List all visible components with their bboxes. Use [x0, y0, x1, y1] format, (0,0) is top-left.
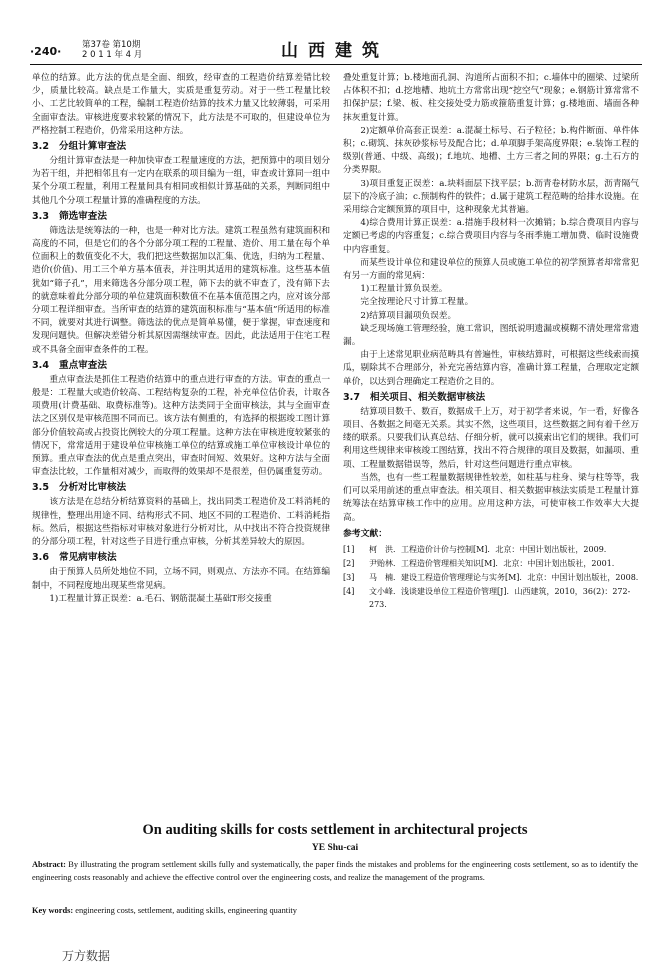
- paragraph: 分组计算审查法是一种加快审查工程量速度的方法，把预算中的项目划分为若干组，并把相邻且有一定内在联系的项目编为一组，审查或计算同一组中某个分项工程量，利用工程量间具有相同或相似计算基础的关系，判断同组中其他几个分项工程量计算的准确程度的方法。: [32, 156, 330, 206]
- paragraph: 由于预算人员所处地位不同，立场不同，则观点、方法亦不同。在结算编制中，不同程度地出现某些常见病。: [32, 567, 330, 591]
- paragraph: 由于上述常见职业病范畴具有普遍性，审核结算时，可根据这些线索而摸瓜，剔除其不合理部分，补充完善结算内容，准确计算工程量，合理取定定额单价，以达到合理确定工程造价之目的。: [343, 350, 639, 387]
- list-item: 1)工程量计算负误差。: [360, 284, 448, 295]
- volume-line: 第37卷 第10期: [82, 40, 141, 50]
- keywords-text: engineering costs, settlement, auditing skills, engineering quantity: [75, 906, 297, 915]
- section-heading: 3.2 分组计算审查法: [32, 141, 127, 153]
- english-abstract: [32, 858, 638, 884]
- paragraph: 叠处重复计算；b.楼地面孔洞、沟道所占面积不扣；c.墙体中的圈梁、过梁所占体积不扣；d.挖地槽、地坑土方常常出现“挖空气”现象；e.钢筋计算常常不扣保护层；f.梁、板、柱交接处受力筋或箍筋重复计算；g.楼地面、墙面各种抹灰重复计算。: [343, 73, 639, 123]
- paragraph: 该方法是在总结分析结算资料的基础上，找出同类工程造价及工料消耗的规律性，整理出用途不同、结构形式不同、地区不同的工程造价、工料消耗指标。然后，根据这些指标对审核对象进行分析对比，从中找出不符合投资规律的分部分项工程，针对这些子目进行重点审核，分析其差异较大的原因。: [32, 497, 330, 548]
- reference-item: [4] 文小峰．浅谈建设单位工程造价管理[J]．山西建筑，2010，36(2)：272-273.: [343, 586, 631, 609]
- reference-item: [1] 柯 洪．工程造价计价与控制[M]．北京：中国计划出版社，2009.: [343, 544, 607, 554]
- keywords-label: Key words:: [32, 906, 74, 915]
- journal-name: 山西建筑: [281, 41, 389, 61]
- section-heading: 3.6 常见病审核法: [32, 552, 117, 564]
- list-item: 3)项目重复正误差：a.块料面层下找平层；b.沥青卷材防水层，沥青隔气层下的冷底子油；c.预制构件的铁件；d.属于建筑工程范畴的给排水设施。在采用综合定额预算的项目中，这种现象尤其普遍。: [343, 178, 639, 216]
- paragraph: 重点审查法是抓住工程造价结算中的重点进行审查的方法。审查的重点一般是：工程量大或造价较高、工程结构复杂的工程，补充单位估价表，计取各项费用(计费基础、取费标准等)。这种方法类同于全面审核法，其与全面审查法之区别仅是审核范围不同而已。该方法有侧重的，有选择的根据竣工图计算部分价值较高或占投资比例较大的分项工程量。这种方法在审核进度较紧张的情况下，常常适用于建设单位审核施工单位的结算或施工单位审核设计单位的预算。重点审查法的优点是重点突出，审查时间短、效果好。这种方法与全面审查法比较，工作量相对减少，而取得的效果却不是很差，但仍属重复劳动。: [32, 374, 330, 478]
- reference-list: [343, 543, 639, 611]
- section-heading: 3.4 重点审查法: [32, 359, 107, 371]
- header-rule: [30, 64, 642, 65]
- section-heading: 3.5 分析对比审核法: [32, 482, 127, 494]
- references-heading: 参考文献：: [343, 528, 387, 539]
- reference-item: [3] 马 楠．建设工程造价管理理论与实务[M]．北京：中国计划出版社，2008.: [343, 572, 639, 582]
- abstract-text: By illustrating the program settlement skills fully and systematically, the paper finds the mistakes and problems for the engineering costs settlement, so as to identify the engineering costs reasonably and achieve the effective control over the engineering costs, and realize the management of the programs.: [32, 860, 638, 882]
- reference-item: [2] 尹贻林．工程造价管理相关知识[M]．北京：中国计划出版社，2001.: [343, 558, 615, 568]
- paragraph: 完全按理论尺寸计算工程量。: [360, 297, 474, 308]
- paragraph: 缺乏现场施工管理经验，施工常识，图纸说明遗漏或模糊不清处理常常遗漏。: [343, 323, 639, 348]
- paragraph: 单位的结算。此方法的优点是全面、细致，经审查的工程造价结算差错比较少，质量比较高。缺点是工作量大，实质是重复劳动。对于一些工程量比较小、工艺比较简单的工程，编制工程造价结算的技术力量又比较薄弱，可采用全面审查法。审核进度要求较紧的情况下，此方法是不可取的，但建设单位为严格控制工程造价，仍常采用这种方法。: [32, 73, 330, 136]
- list-item: 1)工程量计算正误差：a.毛石、钢筋混凝土基础T形交接重: [49, 593, 272, 604]
- english-keywords: [32, 904, 638, 917]
- english-title: On auditing skills for costs settlement in architectural projects: [142, 822, 528, 838]
- section-heading: 3.3 筛选审查法: [32, 210, 107, 222]
- english-author: YE Shu-cai: [311, 843, 359, 853]
- page-number: ·240·: [30, 45, 62, 58]
- list-item: 2)结算项目漏项负误差。: [360, 310, 457, 321]
- paragraph: 当然，也有一些工程量数据规律性较差，如柱基与柱身、梁与柱等等，我们可以采用前述的重点审查法。相关项目、相关数据审核法实质是工程量计算统筹法在结算审核工作中的应用。应用这种方法，可使审核工作效率大大提高。: [343, 472, 639, 523]
- watermark-text: 万方数据: [62, 949, 111, 963]
- right-column: [343, 72, 639, 612]
- left-column: [32, 72, 330, 606]
- paragraph: 结算项目数千、数百，数据成千上万，对于初学者来说，乍一看，好像各项目、各数据之间毫无关系。其实不然，这些项目，这些数据之间有着千丝万缕的联系。只要我们认真总结、仔细分析，就可以摸索出它们的规律。我们可利用这些规律来审核竣工图结算，找出不符合规律的项目及数据，如漏项、重项、工程量数据错误等，然后，针对这些问题进行重点审核。: [343, 406, 639, 470]
- date-line: 2 0 1 1 年 4 月: [82, 50, 143, 60]
- abstract-label: Abstract:: [32, 860, 66, 869]
- paragraph: 筛选法是统筹法的一种，也是一种对比方法。建筑工程虽然有建筑面积和高度的不同，但是它们的各个分部分项工程的工程量、造价、用工量在每个单位面积上的数值变化不大，我们把这些数据加以汇集、优选，归纳为工程量、造价(价值)、用工三个单方基本值表，并注明其适用的建筑标准。这些基本值犹如“筛子孔”，用来筛选各分部分项工程，筛下去的就不审查了，没有筛下去的就意味着此分部分项的单位建筑面积数值不在基本值范围之内，应对该分部分项工程详细审查。当所审查的结算的建筑面积标准与“基本值”所适用的标准不同，就要对其进行调整。筛选法的优点是简单易懂，便于掌握，审查速度和发现问题快。但解决差错分析其原因需继续审查。因此，此法适用于住宅工程或不具备全面审查条件的工程。: [32, 225, 330, 355]
- list-item: 2)定额单价高套正误差：a.混凝土标号、石子粒径；b.构件断面、单件体积；c.砌筑、抹灰砂浆标号及配合比；d.单项脚手架高度界限；e.装饰工程的级别(普通、中级、高级)；f.地坑、地槽、土方三者之间的界限；g.土石方的分类界限。: [343, 125, 639, 176]
- section-heading: 3.7 相关项目、相关数据审核法: [343, 391, 486, 403]
- paragraph: 而某些设计单位和建设单位的预算人员或施工单位的初学预算者却常常犯有另一方面的常见病：: [343, 257, 639, 282]
- list-item: 4)综合费用计算正误差：a.措施手段材料一次摊销；b.综合费项目内容与定额已考虑的内容重复；c.综合费项目内容与冬雨季施工增加费、临时设施费中内容重复。: [343, 218, 639, 255]
